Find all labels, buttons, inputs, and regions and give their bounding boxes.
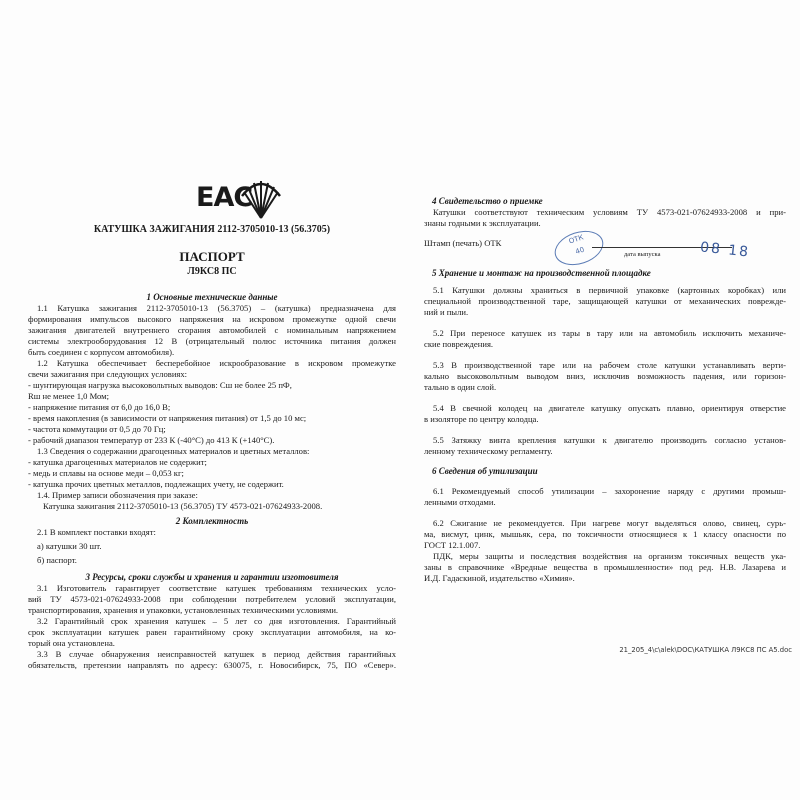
s5-line: 5.2 При переносе катушек из тары в тару или на автомобиль исключить механиче-: [433, 328, 786, 338]
section-3-heading: 3 Ресурсы, сроки службы и хранения и гарантии изготовителя: [85, 572, 339, 582]
release-date-value: 08 18: [699, 239, 751, 261]
stamp-number: 40: [574, 245, 586, 257]
s2-line: 2.1 В комплект поставки входят:: [37, 527, 156, 537]
s1-line: - медь и сплавы на основе меди – 0,053 кг;: [28, 468, 184, 478]
s3-line: вий ТУ 4573-021-07624933-2008 при соблюдении потребителем условий эксплуатации,: [28, 594, 396, 604]
release-date-label: дата выпуска: [624, 251, 661, 258]
s6-line: 6.1 Рекомендуемый способ утилизации – захоронение наряду с другими промыш-: [433, 486, 786, 496]
s5-line: 5.5 Затяжку винта крепления катушки к двигателю производить согласно установ-: [433, 435, 786, 445]
s6-line: И.Д. Гадаскиной, издательство «Химия».: [424, 573, 575, 583]
s5-line: ний и пыли.: [424, 307, 469, 317]
s4-line: Катушки соответствуют техническим условиям ТУ 4573-021-07624933-2008 и при-: [433, 207, 786, 217]
s6-line: 6.2 Сжигание не рекомендуется. При нагреве могут выделяться олово, свинец, сурь-: [433, 518, 786, 528]
s6-line: ленными отходами.: [424, 497, 496, 507]
model-code: Л9КС8 ПС: [187, 266, 237, 277]
s1-line: - катушка драгоценных материалов не содержит;: [28, 457, 207, 467]
section-5-heading: 5 Хранение и монтаж на производственной площадке: [432, 268, 651, 278]
s1-line: - время накопления (в зависимости от напряжения питания) от 1,5 до 10 мс;: [28, 413, 307, 423]
s3-line: 3.1 Изготовитель гарантирует соответствие катушек требованиям технических усло-: [37, 583, 396, 593]
s6-line: ГОСТ 12.1.007.: [424, 540, 481, 550]
s1-line: Катушка зажигания 2112-3705010-13 (56.3705) ТУ 4573-021-07624933-2008.: [43, 501, 323, 511]
stamp-text: ОТК: [567, 233, 585, 246]
s6-line: заны в справочнике «Вредные вещества в промышленности» под ред. Н.В. Лазарева и: [424, 562, 786, 572]
s2-line: а) катушки 30 шт.: [37, 541, 102, 551]
s1-line: 1.4. Пример записи обозначения при заказе:: [37, 490, 198, 500]
s1-line: системы электрооборудования 12 В (отрицательный полюс источника питания должен: [28, 336, 396, 346]
s1-line: 1.2 Катушка обеспечивает бесперебойное искрообразование в искровом промежутке: [37, 358, 396, 368]
s2-line: б) паспорт.: [37, 555, 77, 565]
s1-line: - напряжение питания от 6,0 до 16,0 В;: [28, 402, 171, 412]
s5-line: ленному техническому регламенту.: [424, 446, 553, 456]
otk-stamp: [550, 225, 607, 271]
s5-line: в изоляторе по центру колодца.: [424, 414, 539, 424]
product-title: КАТУШКА ЗАЖИГАНИЯ 2112-3705010-13 (56.3705): [93, 224, 331, 235]
s3-line: срок эксплуатации катушек равен гарантийному сроку эксплуатации автомобиля, на ко-: [28, 627, 396, 637]
s5-line: ские повреждения.: [424, 339, 494, 349]
passport-heading: ПАСПОРТ: [179, 250, 245, 264]
s5-line: кально высоковольтным выводом вниз, исключив возможность падения, или горизон-: [424, 371, 786, 381]
s3-line: обязательств, претензии направлять по адресу: 630075, г. Новосибирск, 75, ПО «Север».: [28, 660, 396, 670]
logo-block: [196, 178, 288, 220]
s1-line: быть соединен с корпусом автомобиля).: [28, 347, 175, 357]
s1-line: 1.3 Сведения о содержании драгоценных материалов и цветных металлов:: [37, 446, 310, 456]
s1-line: свечи зажигания при следующих условиях:: [28, 369, 188, 379]
s3-line: 3.2 Гарантийный срок хранения катушек – 5 лет со дня изготовления. Гарантийный: [37, 616, 396, 626]
shell-logo-icon: [238, 178, 284, 220]
stamp-label: Штамп (печать) ОТК: [424, 238, 502, 248]
file-path-footer: 21_205_4\c\alek\DOC\КАТУШКА Л9КС8 ПС А5.doc: [619, 646, 792, 654]
eac-mark: ЕАС: [196, 182, 253, 213]
s1-line: 1.1 Катушка зажигания 2112-3705010-13 (56.3705) – (катушка) предназначена для: [37, 303, 396, 313]
s1-line: - катушка прочих цветных металлов, подлежащих учету, не содержит.: [28, 479, 284, 489]
s1-line: - шунтирующая нагрузка высоковольтных выводов: Сш не более 25 пФ,: [28, 380, 292, 390]
s1-line: Rш не менее 1,0 Мом;: [28, 391, 109, 401]
section-6-heading: 6 Сведения об утилизации: [432, 466, 538, 476]
s1-line: формирования импульсов высокого напряжения на искровом промежутке одной свечи: [28, 314, 396, 324]
s1-line: зажигания двигателей внутреннего сгорания автомобилей с номинальным напряжением: [28, 325, 396, 335]
s1-line: - рабочий диапазон температур от 233 К (-40°С) до 413 К (+140°С).: [28, 435, 275, 445]
s3-line: торый она установлена.: [28, 638, 115, 648]
section-4-heading: 4 Свидетельство о приемке: [432, 196, 543, 206]
s3-line: 3.3 В случае обнаружения неисправностей катушек в период действия гарантийных: [37, 649, 396, 659]
s1-line: - частота коммутации от 0,5 до 70 Гц;: [28, 424, 166, 434]
s5-line: 5.3 В производственной таре или на рабочем столе катушки устанавливать верти-: [433, 360, 786, 370]
section-1-heading: 1 Основные технические данные: [146, 292, 278, 302]
section-2-heading: 2 Комплектность: [175, 516, 249, 526]
s5-line: 5.4 В свечной колодец на двигателе катушку опускать плавно, ориентируя отверстие: [433, 403, 786, 413]
s5-line: специальной производственной таре, защищающей катушки от механических поврежде-: [424, 296, 786, 306]
s3-line: транспортирования, хранения и упаковки, установленных техническими условиями.: [28, 605, 339, 615]
s5-line: тально в один слой.: [424, 382, 497, 392]
s6-line: ПДК, меры защиты и последствия воздействия на организм токсичных веществ ука-: [433, 551, 786, 561]
s5-line: 5.1 Катушки должны храниться в первичной упаковке (картонных коробках) или: [433, 285, 786, 295]
s4-line: знаны годными к эксплуатации.: [424, 218, 541, 228]
s6-line: ма, висмут, цинк, мышьяк, сера, по токсичности относящиеся к 1 классу опасности по: [424, 529, 786, 539]
